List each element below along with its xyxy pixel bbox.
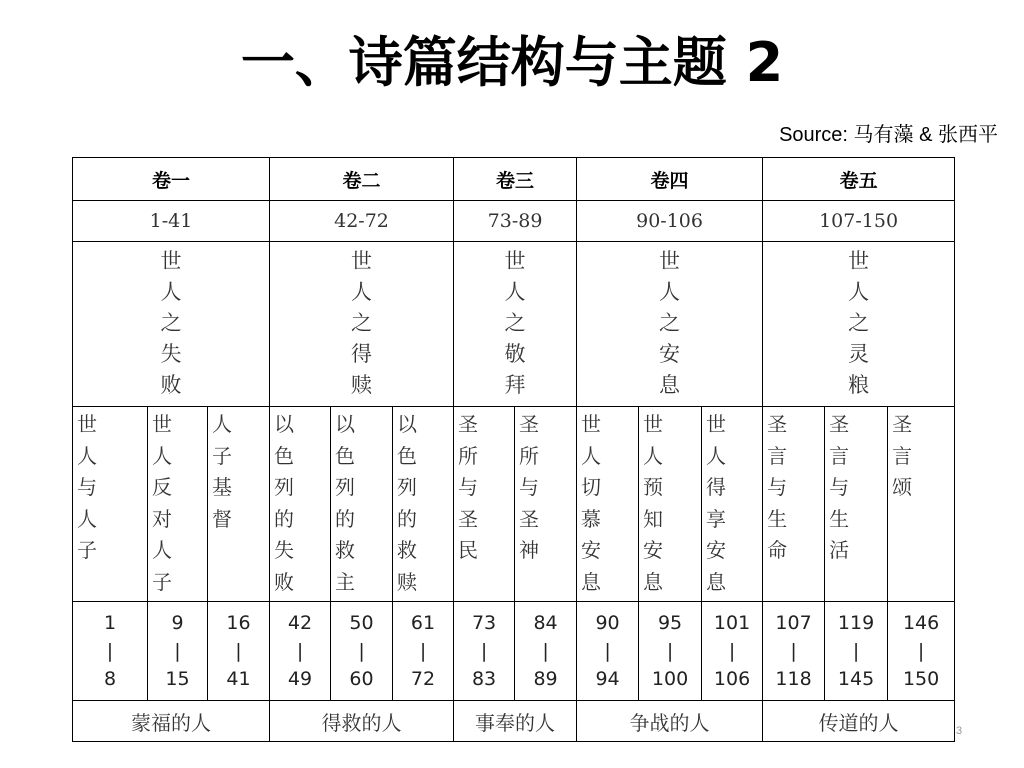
section-topic-cell bbox=[393, 407, 454, 602]
range-to: 83 bbox=[471, 668, 497, 690]
book-summary: 争战的人 bbox=[577, 701, 763, 742]
book-theme-cell bbox=[763, 242, 955, 407]
book-name: 卷二 bbox=[270, 158, 454, 201]
book-theme: 世人之灵粮 bbox=[848, 249, 870, 397]
section-range bbox=[270, 602, 331, 701]
section-topic: 世人预知安息 bbox=[643, 412, 664, 594]
range-to: 94 bbox=[595, 668, 620, 690]
section-topic-cell bbox=[888, 407, 955, 602]
range-separator: | bbox=[604, 640, 611, 662]
range-from: 1 bbox=[103, 612, 117, 634]
book-range: 1-41 bbox=[73, 201, 270, 242]
book-theme: 世人之安息 bbox=[659, 249, 681, 397]
range-to: 150 bbox=[902, 668, 940, 690]
section-topic-cell bbox=[208, 407, 270, 602]
source-value: 马有藻 & 张西平 bbox=[853, 124, 998, 146]
section-topic-cell bbox=[577, 407, 639, 602]
book-summary: 得救的人 bbox=[270, 701, 454, 742]
section-topic: 圣言与生命 bbox=[767, 412, 788, 562]
section-range bbox=[515, 602, 577, 701]
range-to: 8 bbox=[103, 668, 117, 690]
book-range: 73-89 bbox=[454, 201, 577, 242]
range-separator: | bbox=[542, 640, 549, 662]
section-topic-cell bbox=[270, 407, 331, 602]
range-from: 16 bbox=[226, 612, 251, 634]
section-range bbox=[763, 602, 825, 701]
page-number: 3 bbox=[956, 725, 963, 737]
range-to: 72 bbox=[410, 668, 436, 690]
range-from: 73 bbox=[471, 612, 497, 634]
section-topic: 世人得享安息 bbox=[706, 412, 727, 594]
range-from: 9 bbox=[171, 612, 184, 634]
book-summary: 蒙福的人 bbox=[73, 701, 270, 742]
section-topic: 世人切慕安息 bbox=[581, 412, 602, 594]
book-name: 卷四 bbox=[577, 158, 763, 201]
range-separator: | bbox=[296, 640, 304, 662]
section-topic-cell bbox=[825, 407, 888, 602]
range-from: 95 bbox=[657, 612, 683, 634]
section-topic: 世人反对人子 bbox=[152, 412, 172, 594]
section-topic: 圣所与圣神 bbox=[519, 412, 540, 562]
section-range bbox=[208, 602, 270, 701]
range-separator: | bbox=[174, 640, 181, 662]
section-range bbox=[825, 602, 888, 701]
range-separator: | bbox=[235, 640, 242, 662]
range-separator: | bbox=[106, 640, 114, 662]
range-to: 41 bbox=[226, 668, 251, 690]
section-topic-cell bbox=[454, 407, 515, 602]
range-to: 145 bbox=[837, 668, 875, 690]
book-range-row bbox=[73, 201, 955, 242]
section-range bbox=[148, 602, 208, 701]
range-to: 106 bbox=[713, 668, 751, 690]
section-topic: 以色列的救主 bbox=[335, 412, 356, 594]
book-range: 107-150 bbox=[763, 201, 955, 242]
book-name: 卷三 bbox=[454, 158, 577, 201]
psalms-structure-table bbox=[72, 157, 955, 742]
book-summary-row bbox=[73, 701, 955, 742]
book-theme-cell bbox=[577, 242, 763, 407]
source-citation bbox=[779, 118, 998, 147]
range-from: 84 bbox=[533, 612, 558, 634]
range-separator: | bbox=[358, 640, 365, 662]
range-separator: | bbox=[480, 640, 488, 662]
section-topic: 人子基督 bbox=[212, 412, 232, 531]
section-topic: 世人与人子 bbox=[77, 412, 97, 562]
section-topic: 圣言颂 bbox=[892, 412, 913, 499]
section-topic-cell bbox=[639, 407, 702, 602]
section-topic: 以色列的救赎 bbox=[397, 412, 418, 594]
section-topic: 圣所与圣民 bbox=[458, 412, 479, 562]
section-range bbox=[73, 602, 148, 701]
book-range: 42-72 bbox=[270, 201, 454, 242]
range-from: 42 bbox=[287, 612, 313, 634]
book-summary: 事奉的人 bbox=[454, 701, 577, 742]
range-from: 119 bbox=[837, 612, 875, 634]
range-separator: | bbox=[790, 640, 797, 662]
section-range bbox=[454, 602, 515, 701]
range-to: 15 bbox=[165, 668, 190, 690]
range-to: 100 bbox=[651, 668, 689, 690]
section-topic: 以色列的失败 bbox=[274, 412, 295, 594]
book-name: 卷五 bbox=[763, 158, 955, 201]
section-topic: 圣言与生活 bbox=[829, 412, 850, 562]
book-theme: 世人之失败 bbox=[160, 249, 182, 397]
section-range bbox=[702, 602, 763, 701]
range-from: 146 bbox=[902, 612, 940, 634]
section-topic-cell bbox=[148, 407, 208, 602]
range-separator: | bbox=[666, 640, 674, 662]
section-topic-row bbox=[73, 407, 955, 602]
section-range bbox=[888, 602, 955, 701]
range-to: 60 bbox=[349, 668, 374, 690]
range-to: 118 bbox=[775, 668, 812, 690]
range-separator: | bbox=[419, 640, 427, 662]
section-topic-cell bbox=[702, 407, 763, 602]
book-theme-row bbox=[73, 242, 955, 407]
section-topic-cell bbox=[515, 407, 577, 602]
book-summary: 传道的人 bbox=[763, 701, 955, 742]
book-theme: 世人之敬拜 bbox=[504, 249, 526, 397]
book-theme-cell bbox=[270, 242, 454, 407]
book-theme-cell bbox=[73, 242, 270, 407]
range-to: 49 bbox=[287, 668, 313, 690]
section-range bbox=[639, 602, 702, 701]
section-range bbox=[577, 602, 639, 701]
section-topic-cell bbox=[763, 407, 825, 602]
range-separator: | bbox=[728, 640, 736, 662]
section-range bbox=[393, 602, 454, 701]
range-to: 89 bbox=[533, 668, 558, 690]
range-from: 107 bbox=[775, 612, 812, 634]
section-topic-cell bbox=[331, 407, 393, 602]
range-from: 61 bbox=[410, 612, 436, 634]
section-range bbox=[331, 602, 393, 701]
book-theme-cell bbox=[454, 242, 577, 407]
range-from: 50 bbox=[349, 612, 374, 634]
range-separator: | bbox=[917, 640, 925, 662]
book-header-row bbox=[73, 158, 955, 201]
source-label: Source: bbox=[779, 124, 854, 146]
range-separator: | bbox=[852, 640, 860, 662]
range-from: 90 bbox=[595, 612, 620, 634]
book-range: 90-106 bbox=[577, 201, 763, 242]
section-topic-cell bbox=[73, 407, 148, 602]
book-name: 卷一 bbox=[73, 158, 270, 201]
slide-title: 一、诗篇结构与主题 2 bbox=[240, 31, 784, 94]
range-from: 101 bbox=[713, 612, 751, 634]
section-range-row bbox=[73, 602, 955, 701]
book-theme: 世人之得赎 bbox=[351, 249, 373, 397]
